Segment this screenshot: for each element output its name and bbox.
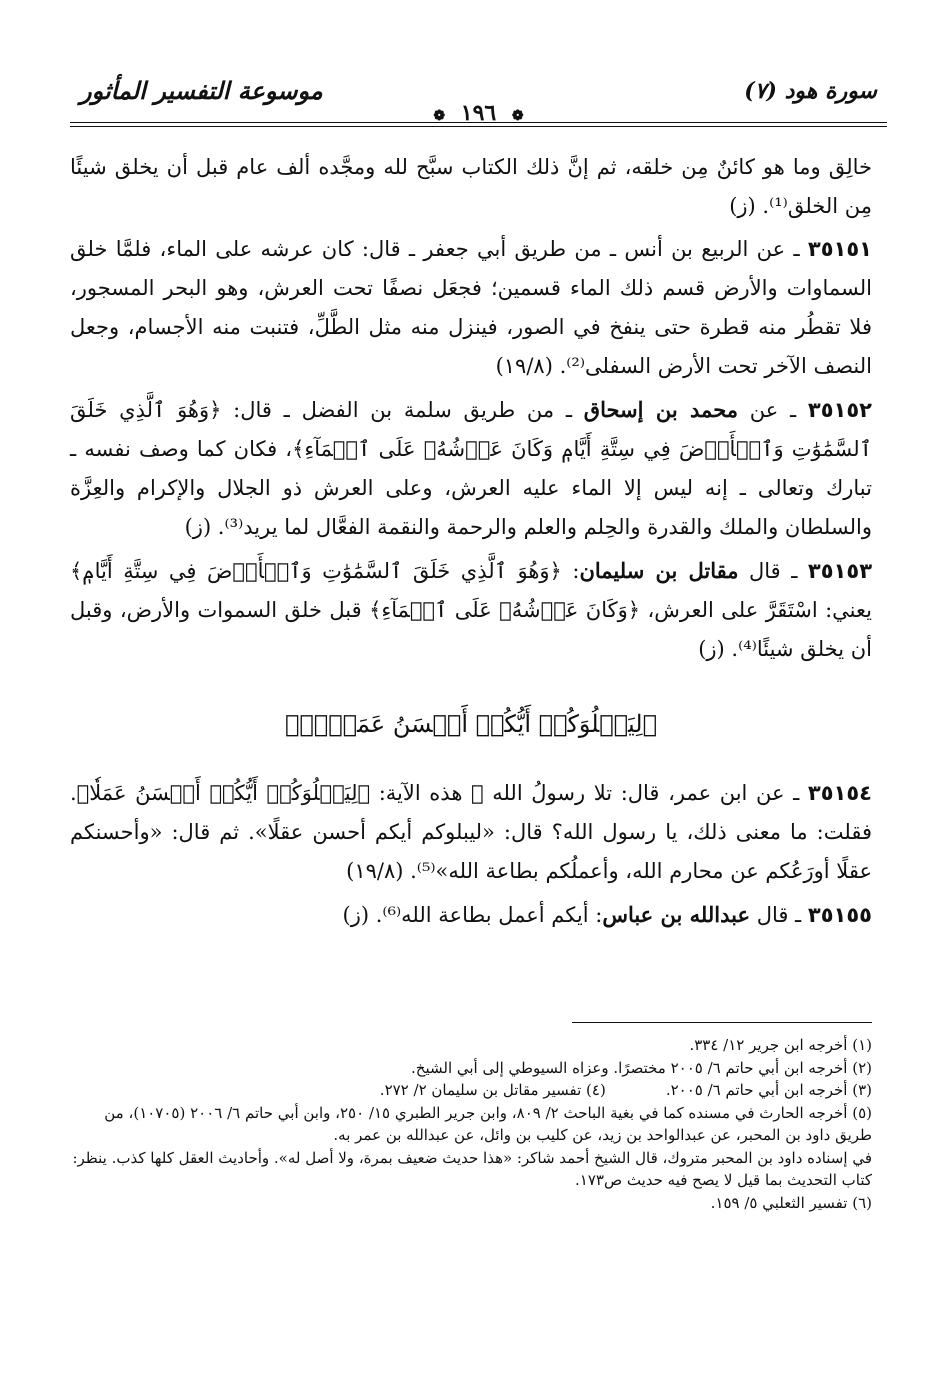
footnote-row xyxy=(70,1079,872,1102)
paragraph: خالِق وما هو كائنٌ مِن خلقه، ثم إنَّ ذلك الكتاب سبَّح لله ومجَّده ألف عام قبل أن يخلق شيئًا مِن الخلق⁽¹⁾. (ز) xyxy=(70,155,872,218)
hadith-number: ٣٥١٥٣ xyxy=(807,559,873,583)
footnote: (٣) أخرجه ابن أبي حاتم ٦/ ٢٠٠٥. xyxy=(665,1081,872,1099)
header-rule xyxy=(70,126,887,127)
footnote-rule xyxy=(572,1022,872,1023)
hadith-number: ٣٥١٥١ xyxy=(807,237,872,261)
hadith-number: ٣٥١٥٢ xyxy=(807,398,872,422)
hadith-paragraph: ٣٥١٥٥ ـ قال عبدالله بن عباس: أيكم أعمل بطاعة الله⁽⁶⁾. (ز) xyxy=(342,902,872,927)
footnote: (٢) أخرجه ابن أبي حاتم ٦/ ٢٠٠٥ مختصرًا. وعزاه السيوطي إلى أبي الشيخ. xyxy=(411,1058,872,1077)
hadith-paragraph: ٣٥١٥٤ ـ عن ابن عمر، قال: تلا رسولُ الله ﷺ هذه الآية: ﴿لِيَبۡلُوَكُمۡ أَيُّكُمۡ أَحۡسَنُ عَمَلٗا﴾. فقلت: ما معنى ذلك، يا رسول الله؟ قال: «ليبلوكم أيكم أحسن عقلًا». ثم قال: «وأحسنكم عقلًا أورَعُكم عن محارم الله، وأعملُكم بطاعة الله»⁽⁵⁾. (١٩/٨) xyxy=(70,781,872,883)
narrator-name: عبدالله بن عباس xyxy=(602,902,750,927)
hadith-number: ٣٥١٥٤ xyxy=(807,781,872,805)
narrator-name: مقاتل بن سليمان xyxy=(579,558,739,583)
main-text xyxy=(70,148,872,939)
footnote: (٥) أخرجه الحارث في مسنده كما في بغية الباحث ٢/ ٨٠٩، وابن جرير الطبري ١٥/ ٢٥٠، وابن أبي حاتم ٦/ ٢٠٠٦ (١٠٧٠٥)، من طريق داود بن المحبر، عن عبدالواحد بن زيد، عن كليب بن وائل، عن عبدالله بن عمر به. xyxy=(104,1103,872,1144)
hadith-number: ٣٥١٥٥ xyxy=(807,903,872,927)
ornament-icon: ❁ xyxy=(433,108,446,124)
hadith-paragraph: ٣٥١٥٣ ـ قال مقاتل بن سليمان: ﴿وَهُوَ ٱلَّذِي خَلَقَ ٱلسَّمَٰوَٰتِ وَٱلۡأَرۡضَ فِي سِتَّةِ أَيَّامٖ﴾ يعني: اسْتَقَرَّ على العرش، ﴿وَكَانَ عَرۡشُهُۥ عَلَى ٱلۡمَآءِ﴾ قبل خلق السموات والأرض، وقبل أن يخلق شيئًا⁽⁴⁾. (ز) xyxy=(70,558,873,661)
ornament-icon: ❁ xyxy=(511,108,524,124)
surah-title: سورة هود (٧) xyxy=(744,78,877,104)
footnote: (٦) تفسير الثعلبي ٥/ ١٥٩. xyxy=(710,1193,872,1212)
page-number: ١٩٦ xyxy=(460,100,497,126)
footnote: (٤) تفسير مقاتل بن سليمان ٢/ ٢٧٢. xyxy=(379,1081,606,1099)
header-rule xyxy=(70,122,887,123)
footnote: (١) أخرجه ابن جرير ١٢/ ٣٣٤. xyxy=(689,1036,872,1054)
footnotes xyxy=(70,1034,872,1214)
hadith-paragraph: ٣٥١٥١ ـ عن الربيع بن أنس ـ من طريق أبي جعفر ـ قال: كان عرشه على الماء، فلمَّا خلق السماوات والأرض قسم ذلك الماء قسمين؛ فجعَل نصفًا تحت العرش، وهو البحر المسجور، فلا تقطُر منه قطرة حتى ينفخ في الصور، فينزل منه مثل الطَّلِّ، فتنبت منه الأجسام، وجعل النصف الآخر تحت الأرض السفلى⁽²⁾. (١٩/٨) xyxy=(70,237,872,378)
hadith-paragraph: ٣٥١٥٢ ـ عن محمد بن إسحاق ـ من طريق سلمة بن الفضل ـ قال: ﴿وَهُوَ ٱلَّذِي خَلَقَ ٱلسَّمَٰوَٰتِ وَٱلۡأَرۡضَ فِي سِتَّةِ أَيَّامٖ وَكَانَ عَرۡشُهُۥ عَلَى ٱلۡمَآءِ﴾، فكان كما وصف نفسه ـ تبارك وتعالى ـ إنه ليس إلا الماء عليه العرش، وعلى العرش ذو الجلال والإكرام والعِزَّة والسلطان والملك والقدرة والحِلم والعلم والرحمة والنقمة الفعَّال لما يريد⁽³⁾. (ز) xyxy=(70,397,872,539)
footnote: في إسناده داود بن المحبر متروك، قال الشيخ أحمد شاكر: «هذا حديث ضعيف بمرة، ولا أصل له». وأحاديث العقل كلها كذب. ينظر: كتاب التحديث بما قيل لا يصح فيه حديث ص١٧٣. xyxy=(72,1148,872,1189)
narrator-name: محمد بن إسحاق xyxy=(583,397,738,422)
verse-heading: ﴿لِيَبۡلُوَكُمۡ أَيُّكُمۡ أَحۡسَنُ عَمَلٗاۗ﴾ xyxy=(285,710,657,738)
book-title: موسوعة التفسير المأثور xyxy=(80,76,323,105)
page-header xyxy=(70,70,887,130)
